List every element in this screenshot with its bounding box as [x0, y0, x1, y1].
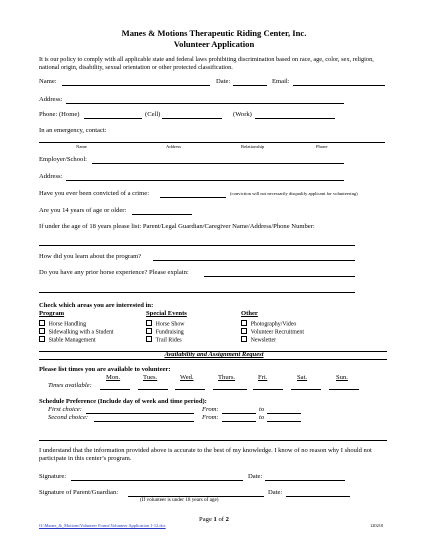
page-prefix: Page — [199, 516, 212, 523]
horse-label: Do you have any prior horse experience? Please explain: — [39, 269, 189, 276]
file-path-link[interactable]: O:\Manes_&_Motions\Volunteer Forms\Volunteer Application 1-12.doc — [39, 523, 166, 528]
day-fri: Fri. — [258, 374, 268, 381]
first-choice-field[interactable] — [86, 413, 194, 414]
first-to-field[interactable] — [267, 413, 301, 414]
org-title: Manes & Motions Therapeutic Riding Center, Inc. — [121, 28, 307, 38]
emergency-field[interactable] — [39, 142, 385, 143]
interest-photography[interactable] — [241, 320, 296, 328]
parent-signature-note: (If volunteer is under 18 years of age) — [140, 497, 219, 503]
checkbox[interactable] — [146, 336, 152, 342]
interest-label: Newsletter — [250, 337, 277, 344]
email-label: Email: — [272, 78, 290, 85]
learn-label: How did you learn about the program? — [39, 253, 142, 260]
time-mon-field[interactable] — [100, 389, 130, 390]
emergency-col-phone: Phone — [316, 144, 328, 149]
name-field[interactable] — [62, 85, 210, 86]
interest-col-special-events-title: Special Events — [146, 310, 187, 317]
emergency-col-address: Address — [166, 144, 182, 149]
parent-date-label: Date: — [268, 489, 283, 496]
schedule-label: Schedule Preference (Include day of week and time period): — [39, 398, 207, 405]
times-available-label: Times available: — [48, 382, 92, 389]
employer-label: Employer/School: — [39, 156, 87, 163]
day-tues: Tues. — [143, 374, 158, 381]
signature-label: Signature: — [39, 473, 67, 480]
employer-address-field[interactable] — [66, 180, 344, 181]
address-field[interactable] — [66, 103, 344, 104]
time-tues-field[interactable] — [138, 389, 168, 390]
name-label: Name: — [39, 78, 57, 85]
checkbox[interactable] — [39, 328, 45, 334]
phone-home-label: Phone: (Home) — [39, 111, 80, 118]
first-to-label: to — [259, 406, 265, 413]
checkbox[interactable] — [241, 336, 247, 342]
interest-label: Photography/Video — [250, 321, 297, 328]
interest-label: Sidewalking with a Student — [48, 329, 114, 336]
day-sun: Sun. — [336, 374, 348, 381]
page-num: 1 — [213, 516, 217, 523]
emergency-col-name: Name — [76, 144, 87, 149]
horse-field-continued[interactable] — [39, 292, 355, 293]
first-from-field[interactable] — [222, 413, 256, 414]
checkbox[interactable] — [241, 328, 247, 334]
interests-heading: Check which areas you are interested in: — [39, 302, 154, 309]
interest-newsletter[interactable] — [241, 336, 276, 344]
interest-sidewalking[interactable] — [39, 328, 114, 336]
checkbox[interactable] — [39, 336, 45, 342]
second-choice-field[interactable] — [94, 421, 194, 422]
interest-horse-handling[interactable] — [39, 320, 86, 328]
checkbox[interactable] — [146, 328, 152, 334]
interest-horse-show[interactable] — [146, 320, 185, 328]
day-sat: Sat. — [297, 374, 308, 381]
interest-label: Horse Handling — [48, 321, 87, 328]
phone-work-label: (Work) — [233, 111, 252, 118]
second-choice-label: Second choice: — [48, 414, 89, 421]
employer-address-label: Address: — [39, 173, 63, 180]
date-field[interactable] — [233, 85, 267, 86]
interest-label: Fundraising — [155, 329, 184, 336]
time-thurs-field[interactable] — [213, 389, 247, 390]
horse-field[interactable] — [204, 276, 355, 277]
time-sun-field[interactable] — [329, 389, 359, 390]
availability-list-label: Please list times you are available to volunteer: — [39, 366, 171, 373]
phone-home-field[interactable] — [84, 118, 142, 119]
first-choice-label: First choice: — [48, 406, 82, 413]
interest-col-program-title: Program — [39, 310, 65, 317]
interest-label: Trail Rides — [155, 337, 182, 344]
age14-label: Are you 14 years of age or older: — [39, 207, 127, 214]
checkbox[interactable] — [39, 320, 45, 326]
employer-field[interactable] — [92, 163, 344, 164]
under18-field[interactable] — [39, 245, 355, 246]
interest-label: Horse Show — [155, 321, 185, 328]
interest-trail-rides[interactable] — [146, 336, 182, 344]
section-divider — [39, 440, 387, 441]
day-thurs: Thurs. — [218, 374, 236, 381]
interest-col-other-title: Other — [241, 310, 258, 317]
signature-field[interactable] — [71, 480, 243, 481]
checkbox[interactable] — [146, 320, 152, 326]
phone-work-field[interactable] — [255, 118, 335, 119]
day-wed: Wed. — [180, 374, 194, 381]
phone-cell-field[interactable] — [162, 118, 222, 119]
second-from-field[interactable] — [222, 421, 256, 422]
emergency-label: In an emergency, contact: — [39, 127, 107, 134]
time-fri-field[interactable] — [253, 389, 283, 390]
phone-cell-label: (Cell) — [145, 111, 161, 118]
convicted-field[interactable] — [160, 197, 226, 198]
learn-field[interactable] — [153, 260, 355, 261]
day-mon: Mon. — [106, 374, 121, 381]
doc-code: 120210 — [370, 523, 384, 528]
first-from-label: From: — [202, 406, 219, 413]
availability-divider-bottom — [39, 359, 387, 360]
second-from-label: From: — [202, 414, 219, 421]
availability-header: Availability and Assignment Request — [164, 351, 264, 358]
policy-text: It is our policy to comply with all applicable state and federal laws prohibiting discrimination based on race, age, color, sex, religion, national origin, disability, sexual orientation or other protected classification. — [39, 56, 374, 71]
interest-label: Stable Management — [48, 337, 96, 344]
parent-date-field[interactable] — [286, 496, 350, 497]
interest-label: Volunteer Recruitment — [250, 329, 304, 336]
certify-text: I understand that the information provided above is accurate to the best of my knowledge. I know of no reason why I should not participate in this center’s program. — [39, 447, 372, 462]
email-field[interactable] — [293, 85, 385, 86]
date-label: Date: — [216, 78, 231, 85]
parent-signature-label: Signature of Parent/Guardian: — [39, 489, 119, 496]
address-label: Address: — [39, 96, 63, 103]
signature-date-field[interactable] — [265, 480, 345, 481]
convicted-label: Have you ever been convicted of a crime: — [39, 190, 150, 197]
emergency-col-relationship: Relationship — [241, 144, 265, 149]
interest-volunteer-recruitment[interactable] — [241, 328, 304, 336]
checkbox[interactable] — [241, 320, 247, 326]
page-of: of — [218, 516, 224, 523]
second-to-label: to — [259, 414, 265, 421]
page-total: 2 — [225, 516, 229, 523]
second-to-field[interactable] — [267, 421, 301, 422]
convicted-note: (conviction will not necessarily disqualify applicant for volunteering) — [230, 191, 358, 196]
interest-stable-management[interactable] — [39, 336, 96, 344]
page-number — [0, 516, 428, 523]
age14-field[interactable] — [132, 214, 192, 215]
signature-date-label: Date: — [248, 473, 263, 480]
time-sat-field[interactable] — [291, 389, 321, 390]
interest-fundraising[interactable] — [146, 328, 184, 336]
time-wed-field[interactable] — [175, 389, 205, 390]
form-title: Volunteer Application — [173, 39, 255, 49]
under18-label: If under the age of 18 years please list: Parent/Legal Guardian/Caregiver Name/Address/Phone Number: — [39, 223, 315, 230]
